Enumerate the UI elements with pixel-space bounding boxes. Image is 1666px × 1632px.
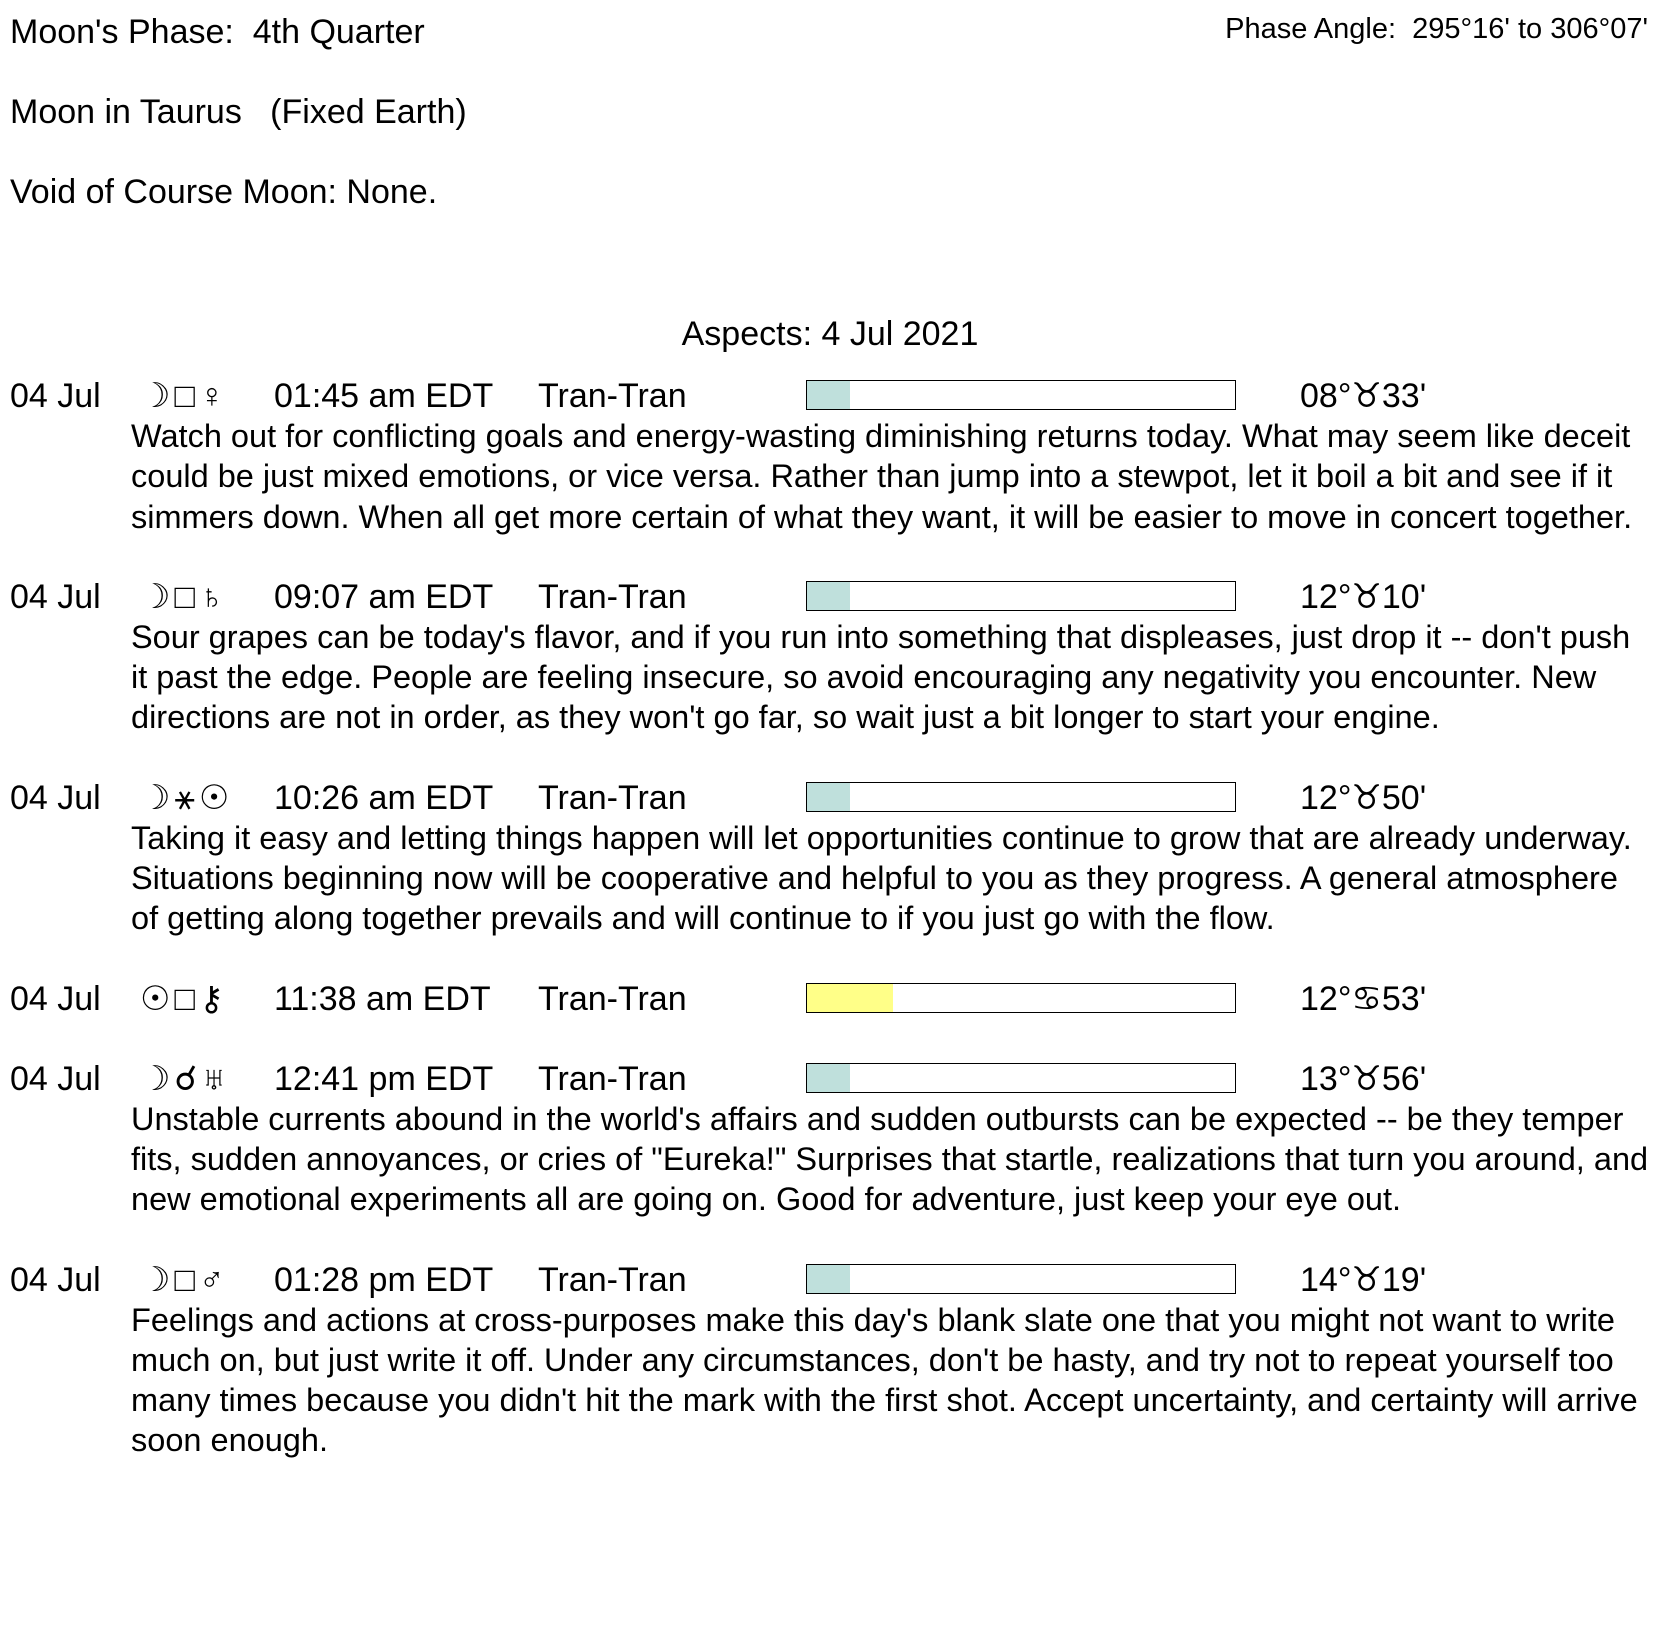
aspect-date: 04 Jul: [10, 377, 101, 415]
aspect-entry: [0, 1059, 1666, 1220]
aspect-date: 04 Jul: [10, 1059, 101, 1098]
aspect-glyphs: ☽⚹☉: [140, 778, 234, 817]
aspect-strength-bar: [806, 782, 1236, 812]
aspect-glyphs: ☽□♀: [140, 377, 229, 415]
aspect-time: 12:41 pm EDT: [274, 1059, 494, 1098]
aspect-header-row: [0, 376, 1666, 416]
aspect-strength-fill: [807, 1064, 850, 1092]
aspect-date: 04 Jul: [10, 979, 101, 1018]
aspect-strength-bar: [806, 983, 1236, 1013]
void-of-course: Void of Course Moon: None.: [10, 173, 438, 211]
aspect-type: Tran-Tran: [538, 577, 687, 616]
aspect-position: 13°♉56': [1300, 1059, 1427, 1098]
aspect-description: Unstable currents abound in the world's affairs and sudden outbursts can be expected -- be they temper fits, sudden annoyances, or cries of "Eureka!" Surprises that startle, realizations that turn you around, and new emotional experiments all are going on. Good for adventure, just keep your eye out.: [131, 1100, 1649, 1218]
moon-sign: Moon in Taurus (Fixed Earth): [10, 93, 467, 131]
aspect-time: 01:28 pm EDT: [274, 1260, 494, 1299]
aspect-time: 11:38 am EDT: [274, 979, 491, 1018]
aspect-time: 01:45 am EDT: [274, 377, 494, 415]
aspect-position: 12°♉10': [1300, 577, 1427, 616]
aspect-strength-bar: [806, 581, 1236, 611]
aspect-description: Sour grapes can be today's flavor, and if you run into something that displeases, just drop it -- don't push it past the edge. People are feeling insecure, so avoid encouraging any negativity you encounter. New directions are not in order, as they won't go far, so wait just a bit longer to start your engine.: [131, 618, 1631, 736]
aspect-strength-fill: [807, 381, 850, 409]
aspect-header-row: [0, 778, 1666, 818]
aspect-entry: [0, 979, 1666, 1019]
aspect-glyphs: ☽□♂: [140, 1260, 229, 1299]
aspect-entry: [0, 1260, 1666, 1461]
aspect-type: Tran-Tran: [538, 377, 687, 415]
aspect-strength-bar: [806, 1063, 1236, 1093]
aspect-position: 12°♋53': [1300, 979, 1427, 1018]
aspects-list: [0, 376, 1666, 1501]
aspect-strength-fill: [807, 984, 893, 1012]
aspect-strength-bar: [806, 1264, 1236, 1294]
aspect-strength-fill: [807, 582, 850, 610]
aspect-position: 14°♉19': [1300, 1260, 1427, 1299]
aspect-position: 12°♉50': [1300, 778, 1427, 817]
aspect-header-row: [0, 1260, 1666, 1300]
aspect-entry: [0, 376, 1666, 537]
aspect-glyphs: ☽☌♅: [140, 1059, 231, 1098]
aspect-strength-fill: [807, 1265, 850, 1293]
aspect-type: Tran-Tran: [538, 979, 687, 1018]
aspect-description: Watch out for conflicting goals and energy-wasting diminishing returns today. What may seem like deceit could be just mixed emotions, or vice versa. Rather than jump into a stewpot, let it boil a bit and see if it simmers down. When all get more certain of what they want, it will be easier to move in concert together.: [131, 418, 1633, 535]
aspect-glyphs: ☽□♄: [140, 577, 229, 616]
aspect-date: 04 Jul: [10, 577, 101, 616]
aspect-type: Tran-Tran: [538, 1059, 687, 1098]
aspect-type: Tran-Tran: [538, 778, 687, 817]
aspect-type: Tran-Tran: [538, 1260, 687, 1299]
aspect-header-row: [0, 979, 1666, 1019]
aspect-header-row: [0, 577, 1666, 617]
moon-phase: Moon's Phase: 4th Quarter: [10, 13, 425, 51]
aspect-entry: [0, 577, 1666, 738]
aspect-glyphs: ☉□⚷: [140, 979, 228, 1018]
aspect-description: Taking it easy and letting things happen will let opportunities continue to grow that are already underway. Situations beginning now will be cooperative and helpful to you as they progress. A general atmosphere of getting along together prevails and will continue to if you just go with the flow.: [131, 819, 1632, 937]
phase-angle: Phase Angle: 295°16' to 306°07': [1225, 13, 1648, 45]
aspect-header-row: [0, 1059, 1666, 1099]
aspect-entry: [0, 778, 1666, 939]
aspects-title: Aspects: 4 Jul 2021: [681, 315, 979, 353]
aspect-strength-fill: [807, 783, 850, 811]
aspect-time: 10:26 am EDT: [274, 778, 494, 817]
aspect-position: 08°♉33': [1300, 377, 1427, 415]
aspect-strength-bar: [806, 380, 1236, 410]
aspect-time: 09:07 am EDT: [274, 577, 494, 616]
aspect-description: Feelings and actions at cross-purposes make this day's blank slate one that you might not want to write much on, but just write it off. Under any circumstances, don't be hasty, and try not to repeat yourself too many times because you didn't hit the mark with the first shot. Accept uncertainty, and certainty will arrive soon enough.: [131, 1301, 1638, 1459]
aspect-date: 04 Jul: [10, 1260, 101, 1299]
aspect-date: 04 Jul: [10, 778, 101, 817]
